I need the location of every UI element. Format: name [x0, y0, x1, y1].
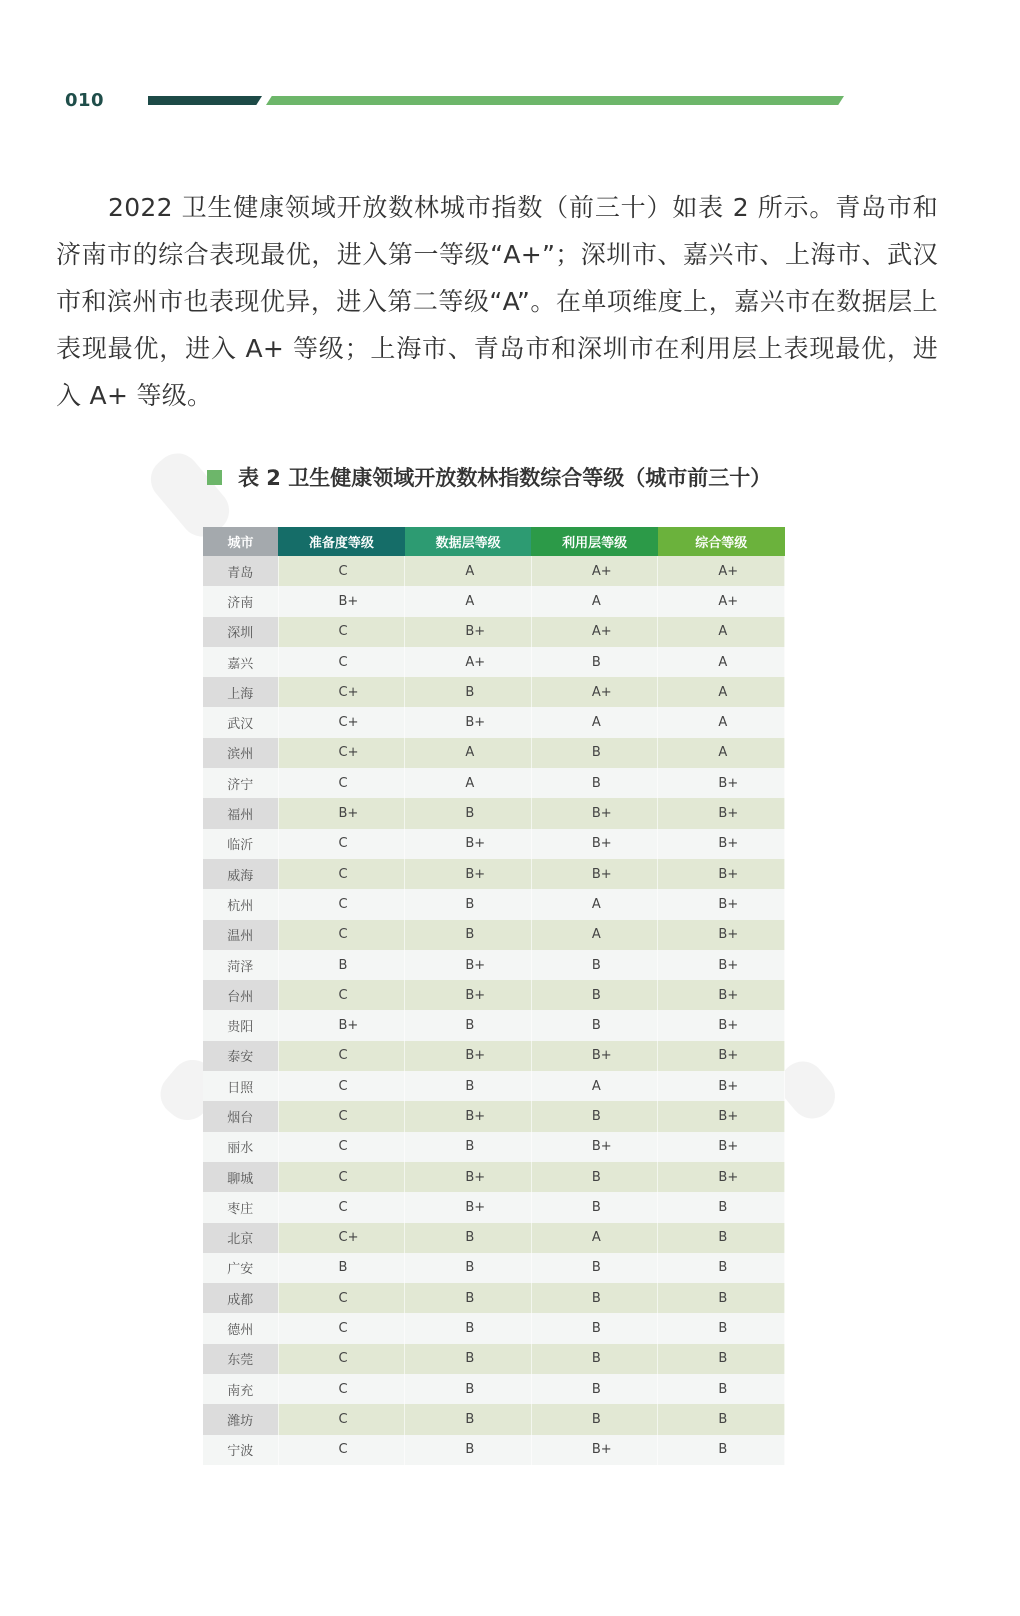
data-layer-grade-cell: B+ [405, 950, 532, 980]
city-cell: 泰安 [203, 1041, 278, 1071]
table-row [203, 586, 785, 616]
data-layer-grade-cell: B+ [405, 1192, 532, 1222]
readiness-grade-cell: C [278, 889, 405, 919]
usage-layer-grade-cell: B [531, 1192, 658, 1222]
overall-grade-cell: A [658, 647, 785, 677]
table-row [203, 738, 785, 768]
usage-layer-grade-cell: A [531, 1223, 658, 1253]
city-cell: 贵阳 [203, 1010, 278, 1040]
readiness-grade-cell: C [278, 859, 405, 889]
body-paragraph: 2022 卫生健康领域开放数林城市指数（前三十）如表 2 所示。青岛市和济南市的综合表现最优，进入第一等级“A+”；深圳市、嘉兴市、上海市、武汉市和滨州市也表现优异，进入第二等级“A”。在单项维度上，嘉兴市在数据层上表现最优，进入 A+ 等级；上海市、青岛市和深圳市在利用层上表现最优，进入 A+ 等级。 [56, 193, 938, 410]
header-usage-layer: 利用层等级 [531, 527, 658, 556]
usage-layer-grade-cell: B [531, 1283, 658, 1313]
city-cell: 宁波 [203, 1435, 278, 1465]
table-row [203, 829, 785, 859]
readiness-grade-cell: C [278, 829, 405, 859]
grade-table [203, 527, 785, 1465]
table-row [203, 1253, 785, 1283]
overall-grade-cell: B+ [658, 1162, 785, 1192]
overall-grade-cell: B+ [658, 1041, 785, 1071]
usage-layer-grade-cell: A [531, 1071, 658, 1101]
data-layer-grade-cell: B [405, 1253, 532, 1283]
city-cell: 福州 [203, 798, 278, 828]
overall-grade-cell: B [658, 1283, 785, 1313]
overall-grade-cell: B [658, 1223, 785, 1253]
city-cell: 温州 [203, 920, 278, 950]
readiness-grade-cell: C [278, 1162, 405, 1192]
city-cell: 丽水 [203, 1132, 278, 1162]
city-cell: 南充 [203, 1374, 278, 1404]
data-layer-grade-cell: B+ [405, 980, 532, 1010]
table-row [203, 1041, 785, 1071]
table-row [203, 859, 785, 889]
data-layer-grade-cell: B [405, 798, 532, 828]
table-row [203, 980, 785, 1010]
table-row [203, 950, 785, 980]
city-cell: 东莞 [203, 1344, 278, 1374]
overall-grade-cell: B+ [658, 859, 785, 889]
overall-grade-cell: B+ [658, 889, 785, 919]
overall-grade-cell: A [658, 617, 785, 647]
overall-grade-cell: B+ [658, 829, 785, 859]
readiness-grade-cell: C [278, 980, 405, 1010]
header-city: 城市 [203, 527, 278, 556]
table-row [203, 768, 785, 798]
data-layer-grade-cell: B [405, 1010, 532, 1040]
data-layer-grade-cell: B+ [405, 1162, 532, 1192]
table-row [203, 1223, 785, 1253]
city-cell: 北京 [203, 1223, 278, 1253]
city-cell: 日照 [203, 1071, 278, 1101]
table-row [203, 1344, 785, 1374]
table-row [203, 1162, 785, 1192]
city-cell: 菏泽 [203, 950, 278, 980]
usage-layer-grade-cell: B [531, 980, 658, 1010]
data-layer-grade-cell: B [405, 1132, 532, 1162]
data-layer-grade-cell: A [405, 768, 532, 798]
usage-layer-grade-cell: B+ [531, 1041, 658, 1071]
table-row [203, 707, 785, 737]
city-cell: 嘉兴 [203, 647, 278, 677]
overall-grade-cell: B+ [658, 1071, 785, 1101]
city-cell: 杭州 [203, 889, 278, 919]
usage-layer-grade-cell: B [531, 1313, 658, 1343]
city-cell: 成都 [203, 1283, 278, 1313]
readiness-grade-cell: C+ [278, 738, 405, 768]
data-layer-grade-cell: B+ [405, 707, 532, 737]
city-cell: 枣庄 [203, 1192, 278, 1222]
usage-layer-grade-cell: A+ [531, 556, 658, 586]
overall-grade-cell: B+ [658, 950, 785, 980]
overall-grade-cell: A [658, 707, 785, 737]
table-row [203, 1313, 785, 1343]
readiness-grade-cell: B+ [278, 1010, 405, 1040]
usage-layer-grade-cell: B+ [531, 859, 658, 889]
city-cell: 德州 [203, 1313, 278, 1343]
table-row [203, 617, 785, 647]
data-layer-grade-cell: B+ [405, 829, 532, 859]
usage-layer-grade-cell: B [531, 1010, 658, 1040]
readiness-grade-cell: B+ [278, 798, 405, 828]
header-readiness: 准备度等级 [278, 527, 405, 556]
data-layer-grade-cell: B+ [405, 1041, 532, 1071]
data-layer-grade-cell: A+ [405, 647, 532, 677]
table-caption [207, 462, 771, 492]
city-cell: 烟台 [203, 1101, 278, 1131]
caption-square-icon [207, 470, 222, 485]
table-row [203, 1071, 785, 1101]
usage-layer-grade-cell: B+ [531, 1435, 658, 1465]
overall-grade-cell: B+ [658, 798, 785, 828]
usage-layer-grade-cell: A+ [531, 617, 658, 647]
readiness-grade-cell: C+ [278, 1223, 405, 1253]
readiness-grade-cell: C [278, 1132, 405, 1162]
data-layer-grade-cell: B [405, 1404, 532, 1434]
table-row [203, 1283, 785, 1313]
readiness-grade-cell: C [278, 768, 405, 798]
city-cell: 威海 [203, 859, 278, 889]
table-row [203, 677, 785, 707]
city-cell: 深圳 [203, 617, 278, 647]
table-row [203, 1132, 785, 1162]
table-row [203, 889, 785, 919]
data-layer-grade-cell: B [405, 1071, 532, 1101]
table-row [203, 1192, 785, 1222]
readiness-grade-cell: C [278, 1313, 405, 1343]
usage-layer-grade-cell: A+ [531, 677, 658, 707]
page-number: 010 [65, 90, 105, 111]
data-layer-grade-cell: B [405, 1313, 532, 1343]
readiness-grade-cell: C [278, 1435, 405, 1465]
data-layer-grade-cell: B [405, 1435, 532, 1465]
overall-grade-cell: B [658, 1374, 785, 1404]
usage-layer-grade-cell: B [531, 1374, 658, 1404]
overall-grade-cell: B [658, 1313, 785, 1343]
city-cell: 聊城 [203, 1162, 278, 1192]
data-layer-grade-cell: A [405, 586, 532, 616]
usage-layer-grade-cell: B [531, 1101, 658, 1131]
table-row [203, 1435, 785, 1465]
data-layer-grade-cell: B+ [405, 617, 532, 647]
table-row [203, 1404, 785, 1434]
readiness-grade-cell: C+ [278, 677, 405, 707]
table-row [203, 556, 785, 586]
overall-grade-cell: B [658, 1192, 785, 1222]
usage-layer-grade-cell: A [531, 586, 658, 616]
readiness-grade-cell: C [278, 1071, 405, 1101]
data-layer-grade-cell: B [405, 1283, 532, 1313]
city-cell: 台州 [203, 980, 278, 1010]
readiness-grade-cell: C [278, 647, 405, 677]
table-row [203, 798, 785, 828]
data-layer-grade-cell: A [405, 556, 532, 586]
data-layer-grade-cell: B [405, 889, 532, 919]
usage-layer-grade-cell: B [531, 1404, 658, 1434]
readiness-grade-cell: C [278, 617, 405, 647]
overall-grade-cell: A+ [658, 586, 785, 616]
overall-grade-cell: B+ [658, 768, 785, 798]
readiness-grade-cell: C+ [278, 707, 405, 737]
readiness-grade-cell: C [278, 1283, 405, 1313]
data-layer-grade-cell: B [405, 1374, 532, 1404]
usage-layer-grade-cell: A [531, 889, 658, 919]
city-cell: 滨州 [203, 738, 278, 768]
usage-layer-grade-cell: B [531, 647, 658, 677]
usage-layer-grade-cell: B [531, 768, 658, 798]
header-bar-dark [148, 96, 262, 105]
header-bar-green [266, 96, 844, 105]
overall-grade-cell: A [658, 677, 785, 707]
table-row [203, 647, 785, 677]
data-layer-grade-cell: A [405, 738, 532, 768]
city-cell: 潍坊 [203, 1404, 278, 1434]
table-row [203, 1101, 785, 1131]
table-row [203, 1374, 785, 1404]
readiness-grade-cell: C [278, 556, 405, 586]
overall-grade-cell: B+ [658, 1101, 785, 1131]
overall-grade-cell: B [658, 1344, 785, 1374]
usage-layer-grade-cell: B [531, 1344, 658, 1374]
readiness-grade-cell: C [278, 1101, 405, 1131]
readiness-grade-cell: C [278, 1041, 405, 1071]
header-overall: 综合等级 [658, 527, 785, 556]
data-layer-grade-cell: B [405, 920, 532, 950]
usage-layer-grade-cell: B [531, 950, 658, 980]
readiness-grade-cell: C [278, 1192, 405, 1222]
city-cell: 济宁 [203, 768, 278, 798]
overall-grade-cell: B [658, 1253, 785, 1283]
usage-layer-grade-cell: B [531, 1162, 658, 1192]
usage-layer-grade-cell: B+ [531, 1132, 658, 1162]
city-cell: 上海 [203, 677, 278, 707]
city-cell: 青岛 [203, 556, 278, 586]
overall-grade-cell: A+ [658, 556, 785, 586]
readiness-grade-cell: C [278, 1344, 405, 1374]
city-cell: 临沂 [203, 829, 278, 859]
overall-grade-cell: A [658, 738, 785, 768]
city-cell: 武汉 [203, 707, 278, 737]
overall-grade-cell: B [658, 1435, 785, 1465]
overall-grade-cell: B [658, 1404, 785, 1434]
overall-grade-cell: B+ [658, 920, 785, 950]
overall-grade-cell: B+ [658, 1132, 785, 1162]
usage-layer-grade-cell: B+ [531, 798, 658, 828]
usage-layer-grade-cell: B [531, 1253, 658, 1283]
usage-layer-grade-cell: A [531, 707, 658, 737]
data-layer-grade-cell: B [405, 1223, 532, 1253]
usage-layer-grade-cell: A [531, 920, 658, 950]
table-caption-text: 表 2 卫生健康领域开放数林指数综合等级（城市前三十） [238, 466, 772, 490]
city-cell: 广安 [203, 1253, 278, 1283]
usage-layer-grade-cell: B [531, 738, 658, 768]
header-data-layer: 数据层等级 [405, 527, 532, 556]
city-cell: 济南 [203, 586, 278, 616]
overall-grade-cell: B+ [658, 980, 785, 1010]
readiness-grade-cell: B [278, 1253, 405, 1283]
readiness-grade-cell: B [278, 950, 405, 980]
data-layer-grade-cell: B+ [405, 1101, 532, 1131]
data-layer-grade-cell: B [405, 677, 532, 707]
table-header-row [203, 527, 785, 556]
table-row [203, 920, 785, 950]
overall-grade-cell: B+ [658, 1010, 785, 1040]
readiness-grade-cell: C [278, 1404, 405, 1434]
data-layer-grade-cell: B+ [405, 859, 532, 889]
readiness-grade-cell: C [278, 1374, 405, 1404]
readiness-grade-cell: C [278, 920, 405, 950]
table-row [203, 1010, 785, 1040]
readiness-grade-cell: B+ [278, 586, 405, 616]
usage-layer-grade-cell: B+ [531, 829, 658, 859]
data-layer-grade-cell: B [405, 1344, 532, 1374]
